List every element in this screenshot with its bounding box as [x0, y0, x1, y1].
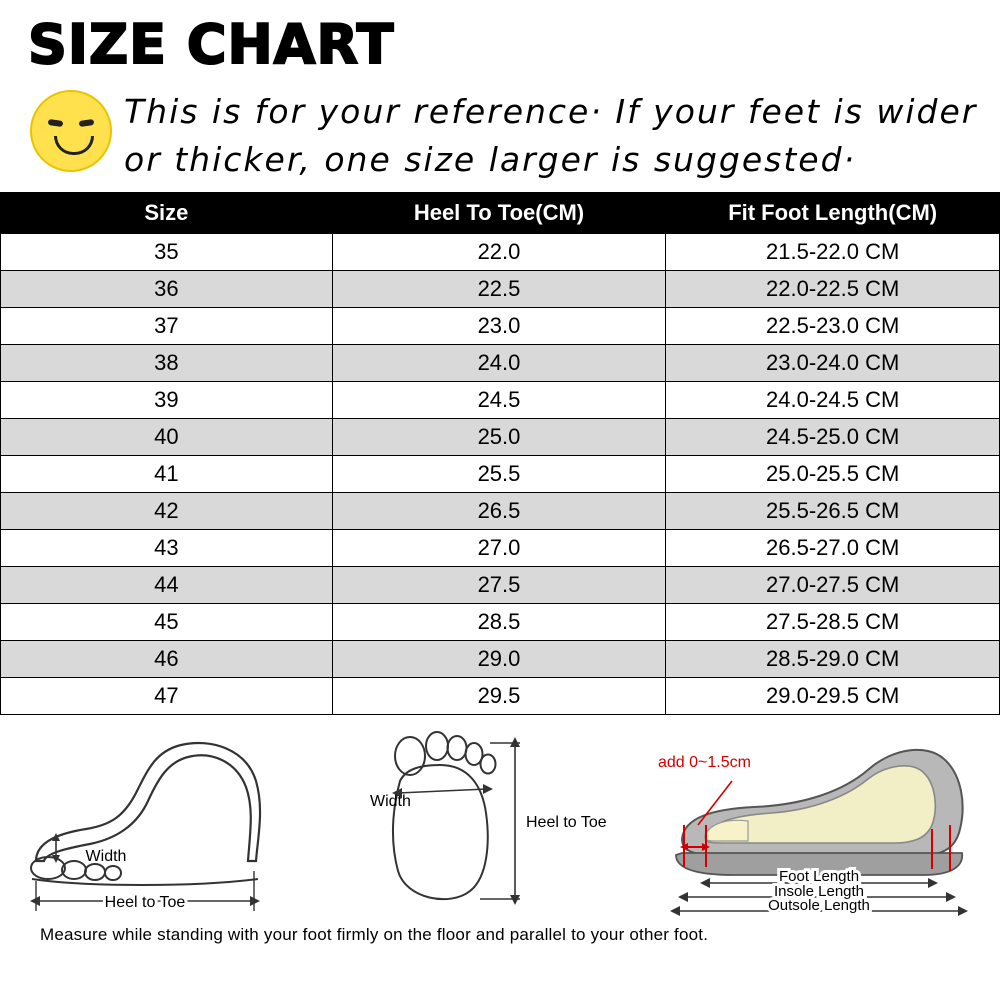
top-width-label: Width — [370, 792, 411, 810]
cell-size: 44 — [1, 566, 333, 603]
cell-size: 42 — [1, 492, 333, 529]
table-row — [1, 233, 1000, 270]
cell-fit-foot-length: 22.5-23.0 CM — [666, 307, 1000, 344]
table-row — [1, 270, 1000, 307]
table-row — [1, 603, 1000, 640]
cell-heel-to-toe: 29.5 — [332, 677, 666, 714]
measurement-diagrams — [0, 715, 1000, 921]
outsole-length-label: Outsole Length — [768, 896, 870, 914]
cell-heel-to-toe: 24.0 — [332, 344, 666, 381]
table-row — [1, 529, 1000, 566]
page-title: SIZE CHART — [28, 13, 395, 76]
table-row — [1, 418, 1000, 455]
top-heel-to-toe-label: Heel to Toe — [526, 813, 607, 831]
cell-heel-to-toe: 27.0 — [332, 529, 666, 566]
cell-size: 39 — [1, 381, 333, 418]
cell-heel-to-toe: 23.0 — [332, 307, 666, 344]
cell-size: 35 — [1, 233, 333, 270]
foot-top-view-diagram — [340, 721, 650, 921]
reference-note-text: This is for your reference· If your feet is wider or thicker, one size larger is suggested· — [124, 92, 978, 179]
side-width-label: Width — [85, 847, 127, 865]
cell-heel-to-toe: 22.0 — [332, 233, 666, 270]
cell-fit-foot-length: 25.0-25.5 CM — [666, 455, 1000, 492]
cell-fit-foot-length: 22.0-22.5 CM — [666, 270, 1000, 307]
cell-fit-foot-length: 24.0-24.5 CM — [666, 381, 1000, 418]
cell-heel-to-toe: 29.0 — [332, 640, 666, 677]
cell-fit-foot-length: 24.5-25.0 CM — [666, 418, 1000, 455]
cell-size: 38 — [1, 344, 333, 381]
column-header-heel-to-toe: Heel To Toe(CM) — [332, 192, 666, 233]
table-row — [1, 677, 1000, 714]
cell-size: 43 — [1, 529, 333, 566]
table-row — [1, 307, 1000, 344]
cell-heel-to-toe: 26.5 — [332, 492, 666, 529]
table-header-row — [1, 192, 1000, 233]
cell-fit-foot-length: 25.5-26.5 CM — [666, 492, 1000, 529]
cell-size: 45 — [1, 603, 333, 640]
smiley-right-eye — [79, 119, 95, 127]
smiley-face-icon — [30, 90, 112, 172]
size-chart-table — [0, 192, 1000, 715]
column-header-fit-foot-length: Fit Foot Length(CM) — [666, 192, 1000, 233]
cell-size: 40 — [1, 418, 333, 455]
smiley-left-eye — [48, 119, 64, 127]
cell-size: 36 — [1, 270, 333, 307]
smiley-mouth — [54, 136, 94, 155]
column-header-size: Size — [1, 192, 333, 233]
table-row — [1, 455, 1000, 492]
insole-length-label: Insole Length — [773, 882, 865, 900]
cell-size: 41 — [1, 455, 333, 492]
cell-fit-foot-length: 29.0-29.5 CM — [666, 677, 1000, 714]
add-gap-label: add 0~1.5cm — [658, 753, 751, 771]
cell-fit-foot-length: 26.5-27.0 CM — [666, 529, 1000, 566]
cell-heel-to-toe: 28.5 — [332, 603, 666, 640]
table-row — [1, 344, 1000, 381]
table-row — [1, 640, 1000, 677]
cell-heel-to-toe: 25.5 — [332, 455, 666, 492]
cell-size: 47 — [1, 677, 333, 714]
table-row — [1, 492, 1000, 529]
shoe-cross-section-diagram — [654, 721, 994, 921]
cell-heel-to-toe: 25.0 — [332, 418, 666, 455]
side-heel-to-toe-label: Heel to Toe — [104, 893, 186, 911]
cell-fit-foot-length: 21.5-22.0 CM — [666, 233, 1000, 270]
cell-fit-foot-length: 27.5-28.5 CM — [666, 603, 1000, 640]
cell-heel-to-toe: 22.5 — [332, 270, 666, 307]
cell-fit-foot-length: 23.0-24.0 CM — [666, 344, 1000, 381]
measure-instruction: Measure while standing with your foot firmly on the floor and parallel to your other foot. — [40, 924, 709, 944]
foot-length-label: Foot Length — [778, 867, 860, 885]
cell-size: 37 — [1, 307, 333, 344]
reference-note — [0, 72, 1000, 184]
cell-fit-foot-length: 28.5-29.0 CM — [666, 640, 1000, 677]
table-row — [1, 566, 1000, 603]
cell-heel-to-toe: 27.5 — [332, 566, 666, 603]
cell-size: 46 — [1, 640, 333, 677]
cell-fit-foot-length: 27.0-27.5 CM — [666, 566, 1000, 603]
table-row — [1, 381, 1000, 418]
foot-side-view-diagram — [6, 721, 336, 921]
cell-heel-to-toe: 24.5 — [332, 381, 666, 418]
